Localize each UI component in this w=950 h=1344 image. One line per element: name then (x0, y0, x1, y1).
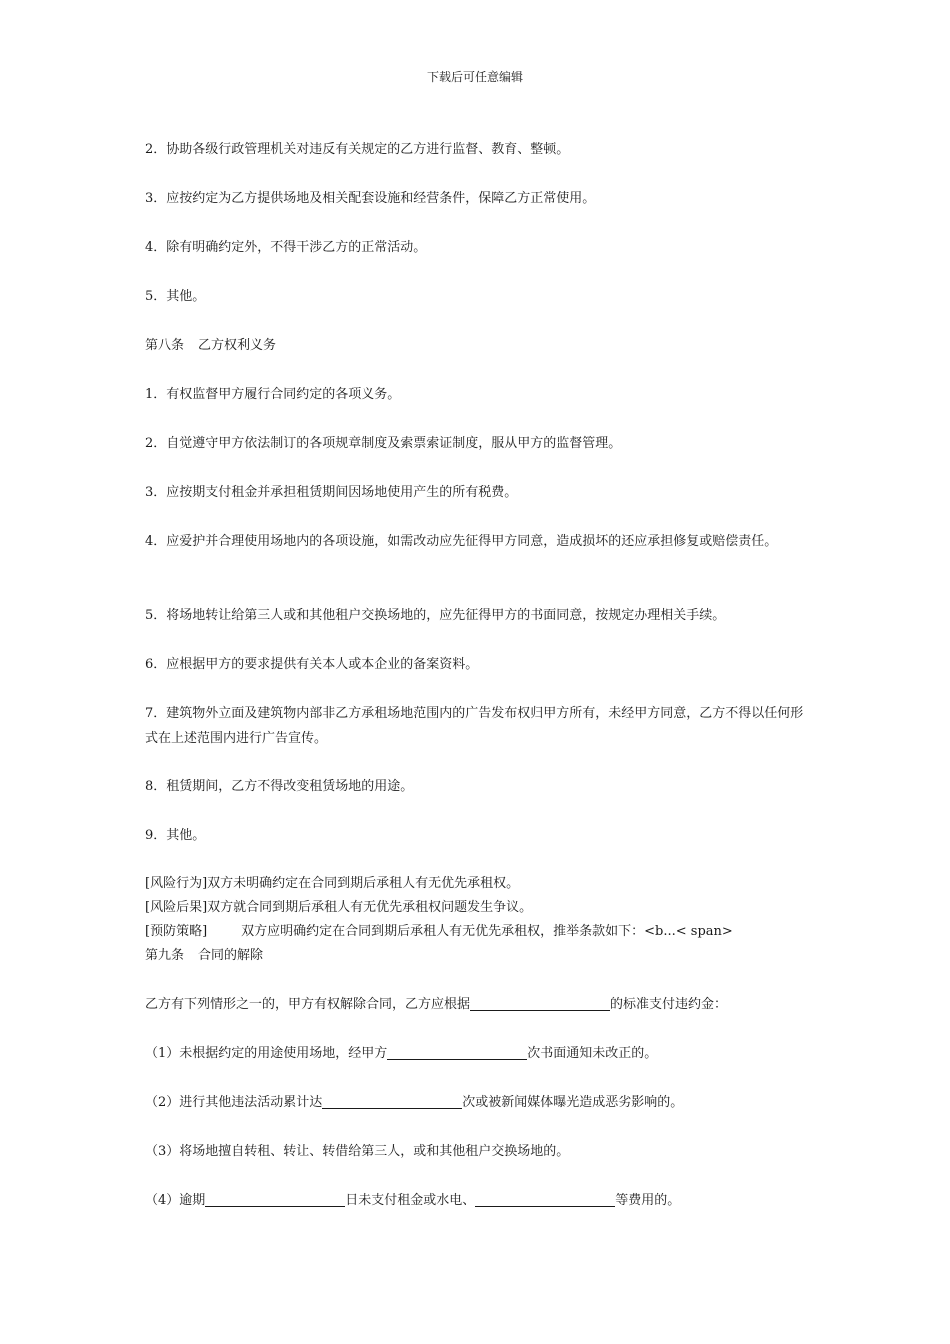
item-1-text: （1）未根据约定的用途使用场地，经甲方 (145, 1046, 388, 1061)
risk-prevention-label: [预防策略] (145, 924, 208, 939)
article-8-item-8: 8．租赁期间，乙方不得改变租赁场地的用途。 (145, 779, 414, 794)
article-8-item-7: 7．建筑物外立面及建筑物内部非乙方承租场地范围内的广告发布权归甲方所有，未经甲方同意，乙方不得以任何形式在上述范围内进行广告宣传。 (145, 706, 804, 746)
article-9-item-4 (145, 1191, 805, 1211)
article-9-number: 第九条 (145, 948, 185, 963)
item-2-tail: 次或被新闻媒体曝光造成恶劣影响的。 (462, 1095, 684, 1110)
risk-consequence: [风险后果]双方就合同到期后承租人有无优先承租权问题发生争议。 (145, 900, 533, 915)
article-9-item-2 (145, 1093, 805, 1113)
item-1-tail: 次书面通知未改正的。 (527, 1046, 658, 1061)
clause-5: 5．其他。 (145, 289, 206, 304)
article-8-title: 乙方权利义务 (198, 338, 277, 353)
clause-2: 2．协助各级行政管理机关对违反有关规定的乙方进行监督、教育、整顿。 (145, 142, 570, 157)
item-2-text: （2）进行其他违法活动累计达 (145, 1095, 323, 1110)
article-9-intro-text: 乙方有下列情形之一的，甲方有权解除合同，乙方应根据 (145, 997, 471, 1012)
page-header: 下载后可任意编辑 (426, 70, 523, 84)
clause-4: 4．除有明确约定外，不得干涉乙方的正常活动。 (145, 240, 427, 255)
article-8-item-9: 9．其他。 (145, 828, 206, 843)
risk-prevention-text: 双方应明确约定在合同到期后承租人有无优先承租权，推举条款如下：<b...< span> (241, 924, 733, 939)
fee-type-blank (475, 1192, 615, 1207)
article-8-number: 第八条 (145, 338, 185, 353)
article-9-intro-tail: 的标准支付违约金： (610, 997, 728, 1012)
article-8-item-1: 1．有权监督甲方履行合同约定的各项义务。 (145, 387, 401, 402)
clause-3: 3．应按约定为乙方提供场地及相关配套设施和经营条件，保障乙方正常使用。 (145, 191, 596, 206)
article-9-title: 合同的解除 (198, 948, 264, 963)
violation-count-blank (322, 1094, 462, 1109)
article-8-item-6: 6．应根据甲方的要求提供有关本人或本企业的备案资料。 (145, 657, 479, 672)
item-4-middle: 日未支付租金或水电、 (345, 1193, 476, 1208)
risk-behavior: [风险行为]双方未明确约定在合同到期后承租人有无优先承租权。 (145, 876, 520, 891)
risk-prevention (145, 922, 805, 942)
article-8-item-5: 5．将场地转让给第三人或和其他租户交换场地的，应先征得甲方的书面同意，按规定办理相关手续。 (145, 608, 726, 623)
article-8-item-3: 3．应按期支付租金并承担租赁期间因场地使用产生的所有税费。 (145, 485, 518, 500)
article-9-intro (145, 995, 805, 1015)
article-8-item-2: 2．自觉遵守甲方依法制订的各项规章制度及索票索证制度，服从甲方的监督管理。 (145, 436, 622, 451)
article-8-heading (145, 336, 805, 356)
overdue-days-blank (205, 1192, 345, 1207)
item-4-text: （4）逾期 (145, 1193, 206, 1208)
article-9-item-3: （3）将场地擅自转租、转让、转借给第三人，或和其他租户交换场地的。 (145, 1144, 570, 1159)
article-9-item-1 (145, 1044, 805, 1064)
penalty-standard-blank (470, 996, 610, 1011)
item-4-tail: 等费用的。 (615, 1193, 681, 1208)
article-9-heading (145, 946, 805, 966)
article-8-item-4: 4．应爱护并合理使用场地内的各项设施，如需改动应先征得甲方同意，造成损坏的还应承担修复或赔偿责任。 (145, 534, 778, 549)
notice-count-blank (387, 1045, 527, 1060)
